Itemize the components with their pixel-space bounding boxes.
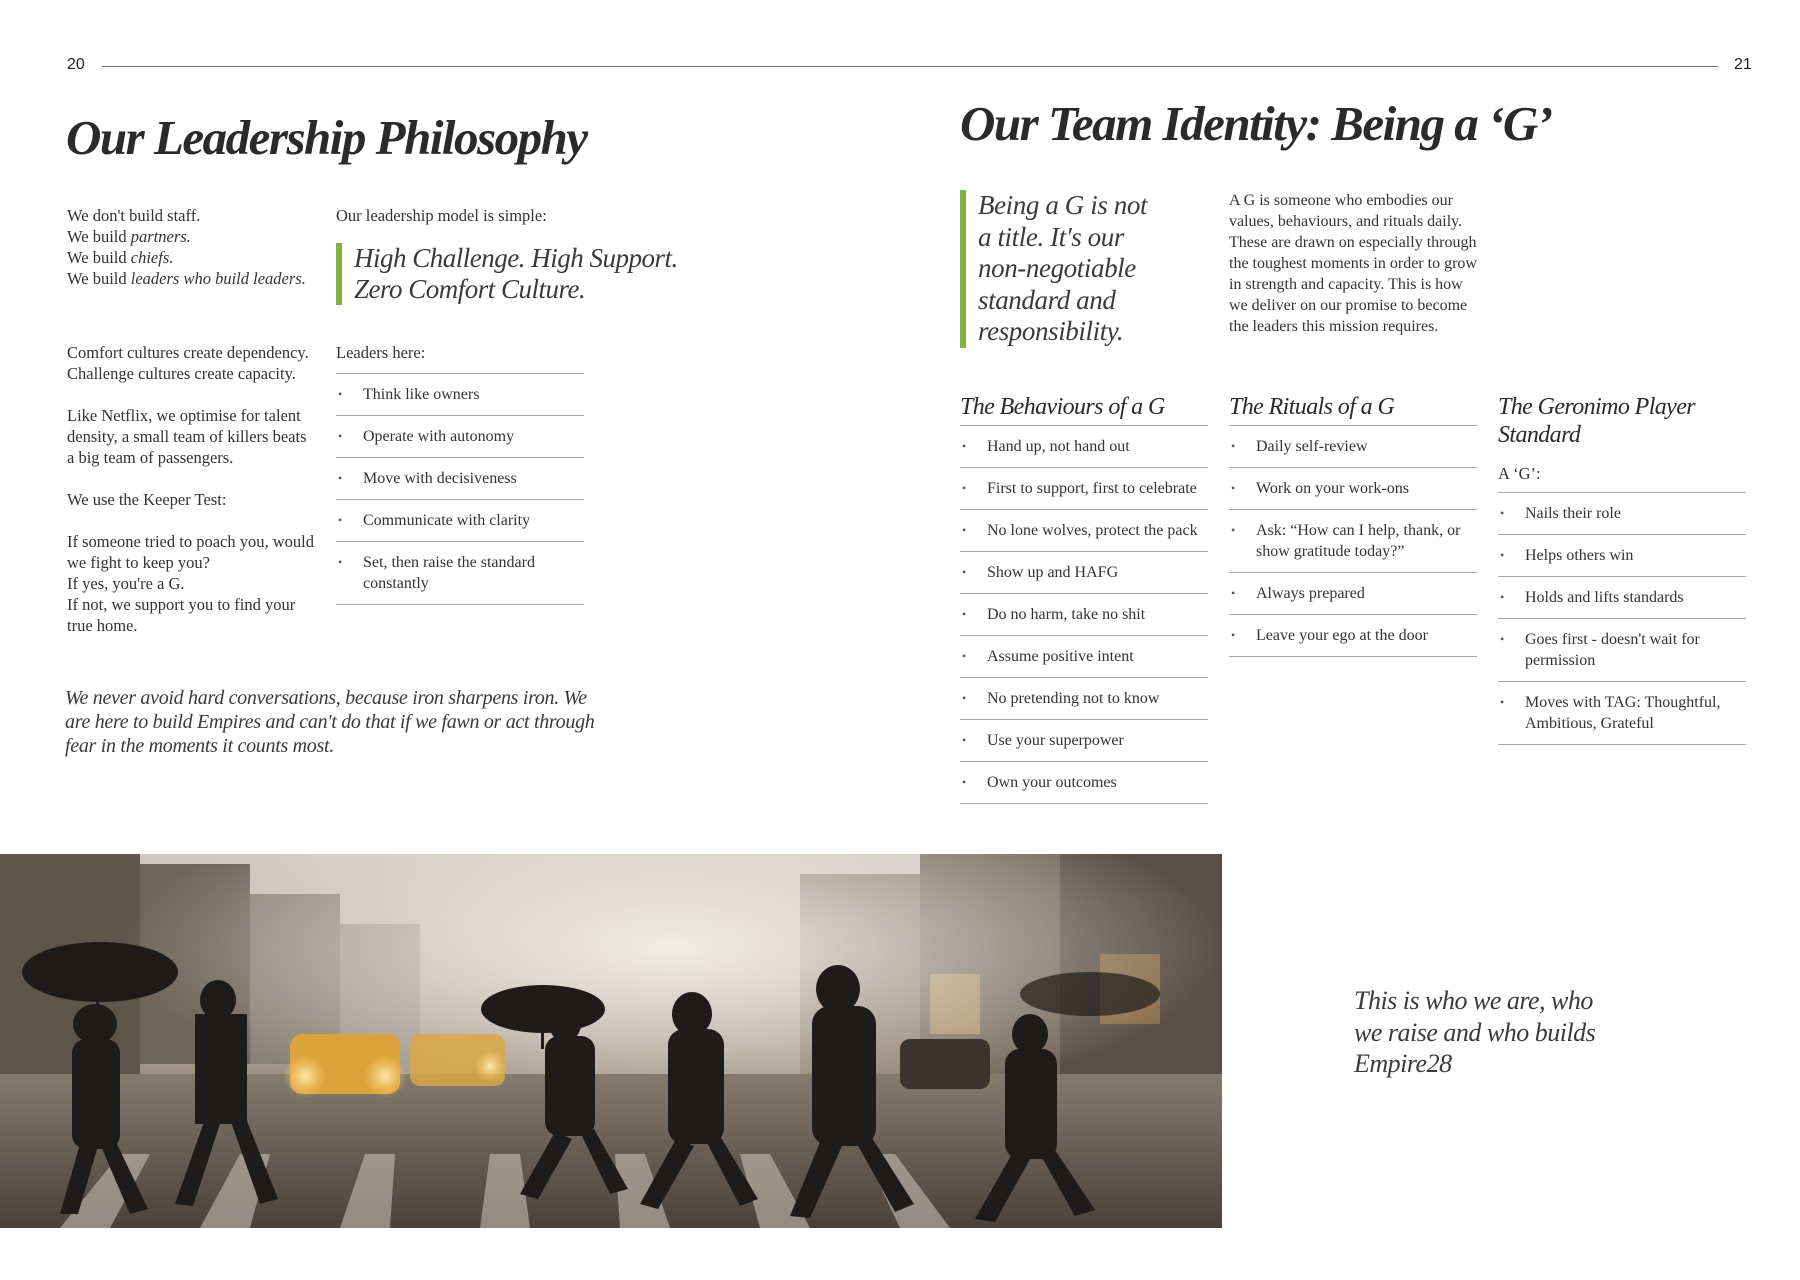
quote-line: non-negotiable (978, 253, 1136, 283)
text-line: This is who we are, who (1354, 986, 1593, 1015)
list-item: • Hand up, not hand out (960, 426, 1208, 468)
list-item: • Always prepared (1229, 573, 1477, 615)
text-line: If someone tried to poach you, would (67, 532, 314, 551)
player-standard-list (1498, 493, 1746, 745)
text-line: we raise and who builds (1354, 1017, 1596, 1047)
model-quote-line: High Challenge. High Support. (354, 243, 678, 273)
left-page-number: 20 (67, 56, 85, 73)
player-standard-column (1498, 393, 1746, 745)
standard-label: A ‘G’: (1498, 463, 1746, 493)
list-item: • Move with decisiveness (336, 458, 584, 500)
quote-line: Being a G is not (978, 190, 1148, 220)
behaviours-list (960, 426, 1208, 804)
list-item: • Set, then raise the standard constantly (336, 542, 584, 605)
behaviours-column (960, 393, 1208, 804)
model-quote (336, 243, 678, 305)
intro-line: We build leaders who build leaders. (67, 269, 306, 288)
text-line: values, behaviours, and rituals daily. (1229, 213, 1463, 230)
header-rule (102, 66, 1718, 67)
list-item: • Assume positive intent (960, 636, 1208, 678)
leaders-section (336, 342, 584, 605)
quote-line: a title. It's our (978, 221, 1124, 252)
list-item: • Leave your ego at the door (1229, 615, 1477, 657)
team-identity-title: Our Team Identity: Being a ‘G’ (960, 96, 1552, 151)
leaders-label: Leaders here: (336, 342, 584, 374)
list-item: • Own your outcomes (960, 762, 1208, 804)
rituals-heading: The Rituals of a G (1229, 393, 1477, 426)
identity-description (1229, 190, 1477, 337)
heading-line: Standard (1498, 422, 1581, 448)
text-line: density, a small team of killers beats (67, 427, 307, 446)
text-line: fear in the moments it counts most. (65, 735, 334, 757)
heading-line: The Geronimo Player (1498, 394, 1696, 420)
text-line: we deliver on our promise to become (1229, 297, 1468, 314)
text-line: are here to build Empires and can't do that if we fawn or act through (65, 711, 595, 733)
text-line: the toughest moments in order to grow (1229, 255, 1477, 272)
quote-line: responsibility. (978, 316, 1124, 346)
list-item: • No pretending not to know (960, 678, 1208, 720)
list-item: • Nails their role (1498, 493, 1746, 535)
list-item: • No lone wolves, protect the pack (960, 510, 1208, 552)
identity-closing (1354, 985, 1595, 1080)
model-intro: Our leadership model is simple: (336, 206, 547, 225)
list-item: • Use your superpower (960, 720, 1208, 762)
text-line: Challenge cultures create capacity. (67, 364, 296, 383)
text-line: If not, we support you to find your (67, 595, 296, 614)
intro-statements (67, 205, 306, 289)
keeper-test-label: We use the Keeper Test: (67, 490, 227, 509)
intro-line: We build partners. (67, 227, 191, 246)
comfort-paragraph (67, 342, 309, 384)
list-item: • Helps others win (1498, 535, 1746, 577)
list-item: • First to support, first to celebrate (960, 468, 1208, 510)
leadership-philosophy-title: Our Leadership Philosophy (66, 110, 587, 165)
text-line: the leaders this mission requires. (1229, 318, 1439, 335)
text-line: in strength and capacity. This is how (1229, 276, 1463, 293)
list-item: • Show up and HAFG (960, 552, 1208, 594)
text-line: a big team of passengers. (67, 448, 234, 467)
text-line: Like Netflix, we optimise for talent (67, 406, 301, 425)
intro-line: We don't build staff. (67, 206, 201, 225)
closing-statement (65, 686, 594, 758)
player-standard-heading (1498, 393, 1746, 449)
list-item: • Communicate with clarity (336, 500, 584, 542)
text-line: We never avoid hard conversations, because iron sharpens iron. We (65, 687, 587, 709)
intro-line: We build chiefs. (67, 248, 174, 267)
list-item: • Daily self-review (1229, 426, 1477, 468)
list-item: • Think like owners (336, 374, 584, 416)
quote-line: standard and (978, 284, 1116, 315)
behaviours-heading: The Behaviours of a G (960, 393, 1208, 426)
text-line: If yes, you're a G. (67, 574, 185, 593)
leaders-list (336, 374, 584, 605)
text-line: These are drawn on especially through (1229, 234, 1477, 251)
text-line: A G is someone who embodies our (1229, 192, 1453, 209)
poach-paragraph (67, 531, 314, 636)
list-item: • Moves with TAG: Thoughtful, Ambitious, Grateful (1498, 682, 1746, 745)
rituals-column (1229, 393, 1477, 657)
identity-quote (960, 190, 1147, 348)
city-crossing-photo (0, 854, 1222, 1228)
rituals-list (1229, 426, 1477, 657)
list-item: • Goes first - doesn't wait for permission (1498, 619, 1746, 682)
text-line: true home. (67, 616, 138, 635)
list-item: • Work on your work-ons (1229, 468, 1477, 510)
netflix-paragraph (67, 405, 307, 468)
text-line: Comfort cultures create dependency. (67, 343, 309, 362)
list-item: • Holds and lifts standards (1498, 577, 1746, 619)
list-item: • Ask: “How can I help, thank, or show gratitude today?” (1229, 510, 1477, 573)
text-line: Empire28 (1354, 1049, 1452, 1078)
list-item: • Do no harm, take no shit (960, 594, 1208, 636)
right-page-number: 21 (1734, 56, 1752, 73)
list-item: • Operate with autonomy (336, 416, 584, 458)
text-line: we fight to keep you? (67, 553, 210, 572)
model-quote-line: Zero Comfort Culture. (354, 274, 586, 304)
